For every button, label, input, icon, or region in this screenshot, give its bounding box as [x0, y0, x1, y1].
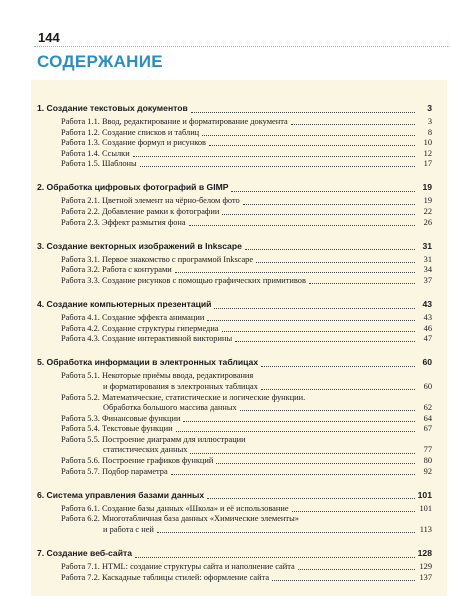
toc-entry	[37, 117, 432, 128]
entry-title: Работа 4.1. Создание эффекта анимации	[61, 313, 205, 323]
section-title: 1. Создание текстовых документов	[37, 103, 188, 113]
toc-entry	[37, 159, 432, 170]
toc-entry	[37, 196, 432, 207]
section-title: 2. Обработка цифровых фотографий в GIMP	[37, 182, 229, 193]
entry-page: 19	[423, 196, 432, 206]
entry-title: Работа 4.3. Создание интерактивной викторины	[61, 334, 233, 344]
toc-section	[37, 102, 432, 170]
entry-title: Работа 2.1. Цветной элемент на чёрно-белом фото	[61, 196, 240, 206]
entry-title: Работа 2.2. Добавление рамки к фотографии	[61, 207, 220, 217]
leader-dots	[231, 191, 415, 192]
toc-entry	[37, 562, 432, 573]
entry-title: Работа 5.3. Финансовые функции	[61, 413, 181, 423]
leader-dots	[175, 272, 415, 273]
leader-dots	[214, 308, 415, 309]
entry-page: 60	[423, 381, 432, 391]
entry-title: Работа 4.2. Создание структуры гипермедиа	[61, 323, 219, 333]
entry-page: 92	[423, 466, 432, 476]
section-heading	[37, 547, 432, 560]
leader-dots	[140, 166, 415, 167]
toc-entry	[37, 573, 432, 584]
entry-page: 46	[423, 323, 432, 333]
entry-title-continued: Обработка большого массива данных	[103, 403, 237, 413]
entry-page: 10	[423, 138, 432, 148]
toc-entry	[37, 467, 432, 478]
leader-dots	[176, 431, 415, 432]
toc-entry	[37, 149, 432, 160]
entry-title: Работа 5.1. Некоторые приёмы ввода, редактирования	[61, 371, 254, 381]
toc-section	[37, 298, 432, 345]
entry-title-continued: статистических данных	[103, 445, 188, 455]
toc-entry-continuation	[37, 525, 432, 536]
entry-title: Работа 5.4. Текстовые функции	[61, 424, 173, 434]
entry-page: 37	[423, 275, 432, 285]
entry-title: Работа 5.6. Построение графиков функций	[61, 456, 214, 466]
entry-title: Работа 1.2. Создание списков и таблиц	[61, 127, 200, 137]
leader-dots	[245, 249, 415, 250]
leader-dots	[256, 262, 415, 263]
entry-title: Работа 7.1. HTML: создание структуры сайта и наполнение сайта	[61, 562, 295, 572]
entry-title: Работа 1.5. Шаблоны	[61, 159, 137, 169]
leader-dots	[202, 135, 415, 136]
entry-title: Работа 6.2. Многотабличная база данных «Химические элементы»	[61, 514, 299, 524]
leader-dots	[298, 569, 415, 570]
leader-dots	[133, 156, 415, 157]
leader-dots	[291, 124, 415, 125]
page-title: СОДЕРЖАНИЕ	[37, 52, 163, 71]
toc-entry	[37, 207, 432, 218]
toc-entry	[37, 456, 432, 467]
entry-page: 80	[423, 456, 432, 466]
toc-entry-continuation	[37, 445, 432, 456]
toc-entry	[37, 265, 432, 276]
toc-entry-continuation	[37, 382, 432, 393]
section-page: 19	[422, 182, 432, 193]
section-page: 101	[417, 489, 432, 500]
toc-section	[37, 240, 432, 287]
entry-title: Работа 2.3. Эффект размытия фона	[61, 217, 186, 227]
section-heading	[37, 298, 432, 311]
leader-dots	[183, 421, 415, 422]
entry-page: 17	[423, 159, 432, 169]
section-page: 128	[417, 548, 432, 559]
entry-title: Работа 3.2. Работа с контурами	[61, 265, 172, 275]
toc-entry	[37, 276, 432, 287]
section-title: 5. Обработка информации в электронных таблицах	[37, 357, 259, 368]
entry-page: 62	[423, 403, 432, 413]
page-number: 144	[38, 30, 60, 45]
section-page: 31	[422, 240, 432, 251]
entry-page: 3	[427, 117, 432, 126]
toc-section	[37, 181, 432, 228]
toc-entry	[37, 371, 432, 382]
leader-dots	[240, 410, 415, 411]
section-title: 6. Система управления базами данных	[37, 489, 205, 500]
leader-dots	[207, 320, 415, 321]
entry-title-continued: и форматирования в электронных таблицах	[103, 381, 258, 391]
entry-page: 43	[423, 313, 432, 323]
entry-page: 67	[423, 424, 432, 434]
toc-entry	[37, 393, 432, 404]
section-title: 3. Создание векторных изображений в Inkscape	[37, 240, 242, 251]
entry-title: Работа 5.5. Построение диаграмм для иллюстрации	[61, 434, 246, 444]
toc-section	[37, 356, 432, 477]
section-heading	[37, 102, 432, 115]
toc-section	[37, 489, 432, 536]
entry-page: 101	[419, 503, 432, 513]
entry-title: Работа 1.3. Создание формул и рисунков	[61, 138, 206, 148]
leader-dots	[207, 498, 414, 499]
leader-dots	[235, 341, 415, 342]
entry-page: 12	[423, 148, 432, 158]
leader-dots	[216, 463, 415, 464]
section-title: 7. Создание веб-сайта	[37, 548, 132, 559]
section-heading	[37, 181, 432, 194]
entry-page: 113	[419, 524, 432, 534]
leader-dots	[190, 453, 415, 454]
entry-page: 64	[423, 413, 432, 423]
leader-dots	[191, 112, 415, 113]
section-heading	[37, 356, 432, 369]
toc-entry	[37, 218, 432, 229]
leader-dots	[272, 580, 415, 581]
leader-dots	[157, 532, 415, 533]
leader-dots	[189, 225, 415, 226]
entry-title: Работа 3.3. Создание рисунков с помощью графических примитивов	[61, 275, 306, 285]
entry-page: 8	[427, 127, 432, 137]
leader-dots	[292, 511, 415, 512]
toc-section	[37, 547, 432, 583]
leader-dots	[261, 389, 415, 390]
toc-entry	[37, 324, 432, 335]
leader-dots	[209, 145, 415, 146]
table-of-contents	[37, 102, 432, 595]
entry-title: Работа 7.2. Каскадные таблицы стилей: оформление сайта	[61, 572, 270, 582]
section-page: 3	[427, 103, 432, 113]
leader-dots	[222, 214, 415, 215]
toc-entry	[37, 424, 432, 435]
entry-title: Работа 1.4. Ссылки	[61, 148, 130, 158]
toc-entry	[37, 313, 432, 324]
section-heading	[37, 240, 432, 253]
leader-dots	[222, 331, 415, 332]
entry-page: 47	[423, 334, 432, 344]
toc-entry	[37, 334, 432, 345]
entry-title-continued: и работа с ней	[103, 524, 154, 534]
entry-page: 77	[423, 445, 432, 455]
toc-entry	[37, 435, 432, 446]
entry-title: Работа 1.1. Ввод, редактирование и форматирование документа	[61, 117, 288, 126]
section-title: 4. Создание компьютерных презентаций	[37, 299, 212, 310]
section-page: 43	[422, 299, 432, 310]
entry-page: 31	[423, 254, 432, 264]
entry-page: 26	[423, 217, 432, 227]
entry-title: Работа 5.2. Математические, статистические и логические функции.	[61, 392, 306, 402]
toc-entry-continuation	[37, 403, 432, 414]
toc-entry	[37, 255, 432, 266]
entry-page: 137	[419, 572, 432, 582]
entry-title: Работа 6.1. Создание базы данных «Школа» и её использование	[61, 503, 289, 513]
toc-entry	[37, 514, 432, 525]
leader-dots	[135, 557, 415, 558]
section-page: 60	[422, 357, 432, 368]
toc-entry	[37, 128, 432, 139]
entry-title: Работа 3.1. Первое знакомство с программой Inkscape	[61, 254, 254, 264]
entry-page: 34	[423, 265, 432, 275]
section-heading	[37, 489, 432, 502]
toc-entry	[37, 504, 432, 515]
entry-page: 22	[423, 207, 432, 217]
leader-dots	[261, 366, 415, 367]
header-divider	[34, 46, 450, 47]
entry-title: Работа 5.7. Подбор параметра	[61, 466, 168, 476]
toc-entry	[37, 138, 432, 149]
leader-dots	[171, 474, 415, 475]
entry-page: 129	[419, 562, 432, 572]
toc-entry	[37, 414, 432, 425]
leader-dots	[309, 283, 415, 284]
leader-dots	[243, 204, 415, 205]
